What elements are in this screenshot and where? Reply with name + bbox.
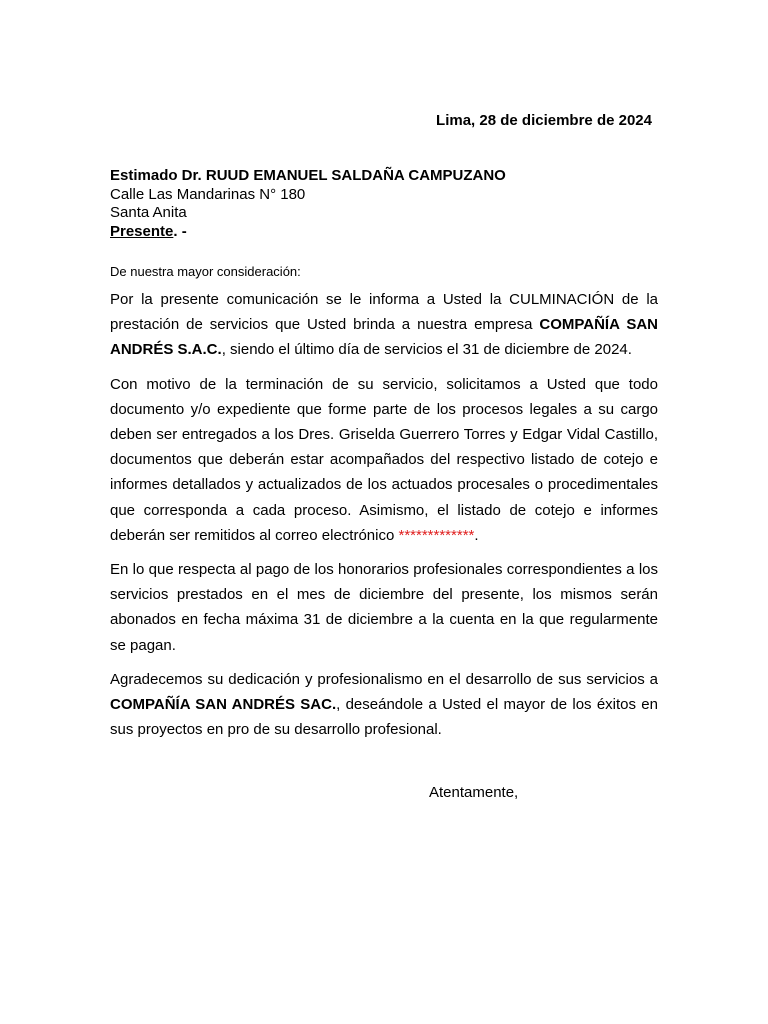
paragraph-2-end: . xyxy=(474,526,479,544)
paragraph-3 xyxy=(110,557,658,658)
address-line-2: Santa Anita xyxy=(110,204,187,221)
closing: Atentamente, xyxy=(429,784,519,801)
paragraph-1-text: Por la presente comunicación se le informa a Usted la CULMINACIÓN de la prestación de servicios que Usted brinda a nuestra empresa xyxy=(110,291,658,334)
redacted-email: ************* xyxy=(398,526,475,544)
letter-body xyxy=(110,287,658,751)
paragraph-2 xyxy=(110,372,658,548)
company-name: COMPAÑÍA SAN ANDRÉS SAC. xyxy=(110,696,337,714)
paragraph-1 xyxy=(110,287,658,363)
presente-suffix: . - xyxy=(173,222,187,240)
company-name: COMPAÑÍA SAN ANDRÉS S.A.C. xyxy=(110,316,658,359)
paragraph-4-end: , deseándole a Usted el mayor de los éxitos en sus proyectos en pro de su desarrollo profesional. xyxy=(110,696,658,739)
paragraph-1-end: , siendo el último día de servicios el 31 de diciembre de 2024. xyxy=(221,341,632,359)
letter-date: Lima, 28 de diciembre de 2024 xyxy=(436,112,652,129)
greeting: De nuestra mayor consideración: xyxy=(110,264,301,279)
paragraph-4 xyxy=(110,667,658,743)
paragraph-4-text: Agradecemos su dedicación y profesionalismo en el desarrollo de sus servicios a xyxy=(110,670,658,688)
addressee-name: Estimado Dr. RUUD EMANUEL SALDAÑA CAMPUZANO xyxy=(110,167,506,184)
paragraph-3-text: En lo que respecta al pago de los honorarios profesionales correspondientes a los servicios prestados en el mes de diciembre del presente, los mismos serán abonados en fecha máxima 31 de diciembre a la cuenta en la que regularmente se pagan. xyxy=(110,561,658,654)
presente-line xyxy=(110,223,670,242)
addressee-block xyxy=(110,167,670,241)
paragraph-2-text: Con motivo de la terminación de su servicio, solicitamos a Usted que todo documento y/o expediente que forme parte de los procesos legales a su cargo deben ser entregados a los Dres. Griselda Guerrero Torres y Edgar Vidal Castillo, documentos que deberán estar acompañados del respectivo listado de cotejo e informes detallados y actualizados de los actuados procesales o procedimentales que corresponda a cada proceso. Asimismo, el listado de cotejo e informes deberán ser remitidos al correo electrónico xyxy=(110,375,658,544)
presente-word: Presente xyxy=(110,222,174,240)
address-line-1: Calle Las Mandarinas N° 180 xyxy=(110,185,306,203)
